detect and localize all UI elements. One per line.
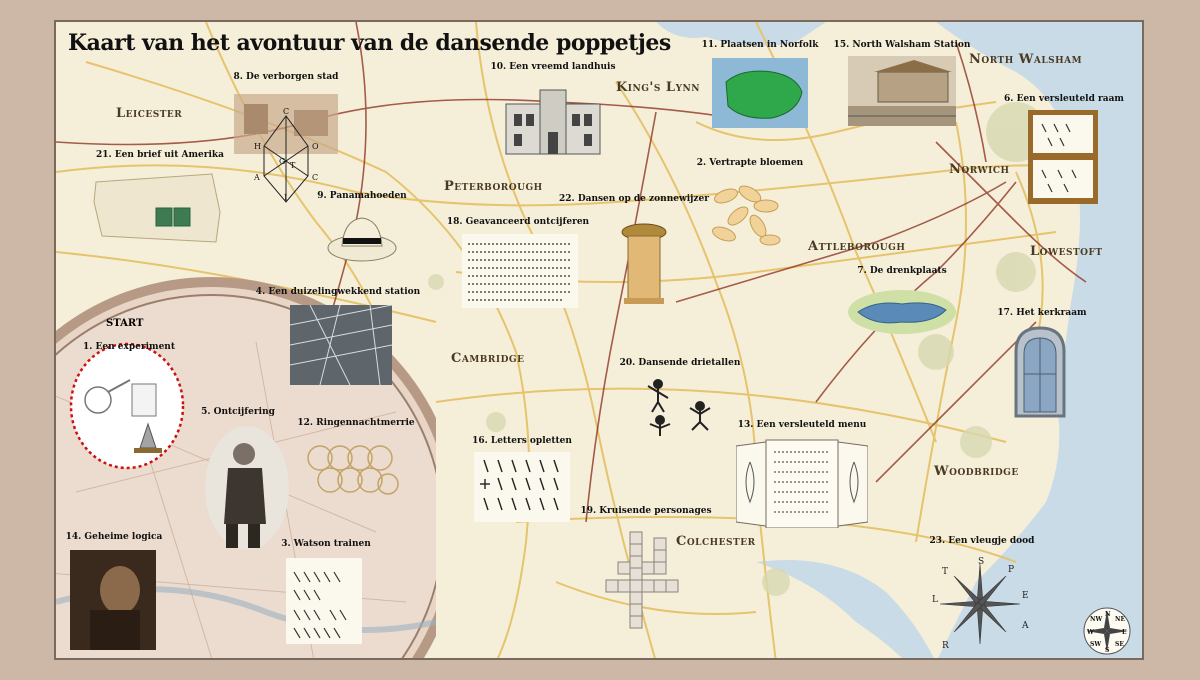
puzzle-1-tile[interactable] <box>68 340 186 472</box>
puzzle-10-tile[interactable] <box>496 84 610 156</box>
puzzle-5-tile[interactable] <box>204 424 290 552</box>
detective-portrait-icon <box>204 424 290 552</box>
town-lowestoft: Lowestoft <box>1030 244 1103 259</box>
rings-icon <box>304 440 400 502</box>
puzzle-7-label: 7. De drenkplaats <box>857 266 947 276</box>
letter-h: H <box>254 142 261 151</box>
puzzle-22-label: 22. Dansen op de zonnewijzer <box>559 194 709 204</box>
puzzle-14-label: 14. Geheime logica <box>65 532 163 542</box>
map-title: Kaart van het avontuur van de dansende poppetjes <box>68 30 671 56</box>
compass-n: N <box>1105 611 1111 618</box>
compass-ne: NE <box>1115 616 1126 623</box>
town-woodbridge: Woodbridge <box>934 464 1019 479</box>
puzzle-11-label: 11. Plaatsen in Norfolk <box>701 40 819 50</box>
puzzle-20-label: 20. Dansende drietallen <box>619 358 741 368</box>
start-label: START <box>106 318 144 329</box>
puzzle-1-label: 1. Een experiment <box>82 342 176 352</box>
panama-hat-icon <box>326 214 398 264</box>
puzzle-11-tile[interactable] <box>712 58 808 128</box>
puzzle-3-tile[interactable] <box>286 558 362 644</box>
puzzle-4-tile[interactable] <box>290 305 392 385</box>
puzzle-22-tile[interactable] <box>618 218 670 306</box>
puzzle-13-label: 13. Een versleuteld menu <box>737 420 867 430</box>
letter-c: C <box>283 107 290 116</box>
star-letter-r: R <box>942 641 949 651</box>
crossword-icon <box>600 528 690 632</box>
puzzle-21-label: 21. Een brief uit Amerika <box>96 150 224 160</box>
puzzle-14-tile[interactable] <box>70 550 156 650</box>
puzzle-13-tile[interactable] <box>736 438 868 528</box>
puzzle-5-label: 5. Ontcijfering <box>201 407 275 417</box>
star-letter-l: L <box>932 595 938 605</box>
puzzle-20-tile[interactable] <box>634 374 724 444</box>
compass-s: S <box>1105 647 1110 654</box>
manor-house-icon <box>496 84 610 156</box>
compass-star-icon <box>926 556 1034 652</box>
town-attleborough: Attleborough <box>808 239 906 254</box>
dancing-figures-icon <box>634 374 724 444</box>
station-roof-icon <box>290 305 392 385</box>
puzzle-9-tile[interactable] <box>326 214 398 264</box>
town-leicester: Leicester <box>116 106 183 121</box>
town-kings-lynn: King's Lynn <box>616 80 700 95</box>
compass-w: W <box>1087 629 1094 636</box>
puzzle-18-label: 18. Geavanceerd ontcijferen <box>446 217 590 227</box>
star-letter-a: A <box>1022 621 1029 631</box>
puzzle-4-label: 4. Een duizelingwekkend station <box>255 287 421 297</box>
puzzle-16-label: 16. Letters opletten <box>472 436 572 446</box>
letter-c2: C <box>312 173 319 182</box>
puzzle-7-tile[interactable] <box>846 286 958 338</box>
town-peterborough: Peterborough <box>444 179 543 194</box>
map-frame <box>54 20 1144 660</box>
puzzle-2-tile[interactable] <box>706 178 788 250</box>
hidden-city-icon <box>234 94 338 204</box>
star-letter-t: T <box>942 567 949 577</box>
puzzle-19-label: 19. Kruisende personages <box>580 506 712 516</box>
watering-hole-icon <box>846 286 958 338</box>
letter-o: O <box>312 142 319 151</box>
norfolk-map-icon <box>712 58 808 128</box>
compass-rose <box>1082 606 1132 656</box>
railway-station-icon <box>848 56 956 126</box>
star-letter-e: E <box>1022 591 1029 601</box>
puzzle-12-label: 12. Ringennachtmerrie <box>297 418 415 428</box>
puzzle-17-tile[interactable] <box>1012 324 1068 420</box>
puzzle-17-label: 17. Het kerkraam <box>997 308 1087 318</box>
letter-t: T <box>290 161 296 170</box>
compass-nw: NW <box>1090 616 1103 623</box>
compass-sw: SW <box>1090 641 1102 648</box>
dancing-code-icon <box>286 558 362 644</box>
secret-logic-icon <box>70 550 156 650</box>
puzzle-16-tile[interactable] <box>474 452 570 522</box>
town-norwich: Norwich <box>949 162 1010 177</box>
star-letter-s: S <box>978 557 985 567</box>
experiment-icon <box>68 340 186 472</box>
puzzle-9-label: 9. Panamahoeden <box>317 191 407 201</box>
compass-se: SE <box>1115 641 1124 648</box>
puzzle-10-label: 10. Een vreemd landhuis <box>490 62 616 72</box>
cipher-menu-icon <box>736 438 868 528</box>
puzzle-23-label: 23. Een vleugje dood <box>929 536 1035 546</box>
puzzle-8-label: 8. De verborgen stad <box>233 72 339 82</box>
church-window-icon <box>1012 324 1068 420</box>
puzzle-15-tile[interactable] <box>848 56 956 126</box>
puzzle-6-label: 6. Een versleuteld raam <box>1004 94 1124 104</box>
compass-e: E <box>1122 629 1127 636</box>
cipher-text-icon <box>462 234 578 308</box>
puzzle-8-tile[interactable] <box>234 94 338 204</box>
letter-icon <box>92 172 224 244</box>
trampled-flowers-icon <box>706 178 788 250</box>
puzzle-21-tile[interactable] <box>92 172 224 244</box>
sundial-icon <box>618 218 670 306</box>
puzzle-15-label: 15. North Walsham Station <box>833 40 971 50</box>
letter-a: A <box>254 173 260 182</box>
cipher-window-icon <box>1028 110 1098 204</box>
letter-g: G <box>279 157 286 166</box>
star-letter-p: P <box>1008 565 1015 575</box>
town-north-walsham: North Walsham <box>969 52 1083 67</box>
puzzle-23-tile[interactable] <box>926 556 1034 652</box>
puzzle-18-tile[interactable] <box>462 234 578 308</box>
puzzle-6-tile[interactable] <box>1028 110 1098 204</box>
puzzle-3-label: 3. Watson trainen <box>281 539 371 549</box>
town-colchester: Colchester <box>676 534 756 549</box>
letters-icon <box>474 452 570 522</box>
town-cambridge: Cambridge <box>451 351 525 366</box>
puzzle-19-tile[interactable] <box>600 528 690 632</box>
puzzle-12-tile[interactable] <box>304 440 400 502</box>
puzzle-2-label: 2. Vertrapte bloemen <box>696 158 804 168</box>
letter-i: I <box>284 193 288 202</box>
